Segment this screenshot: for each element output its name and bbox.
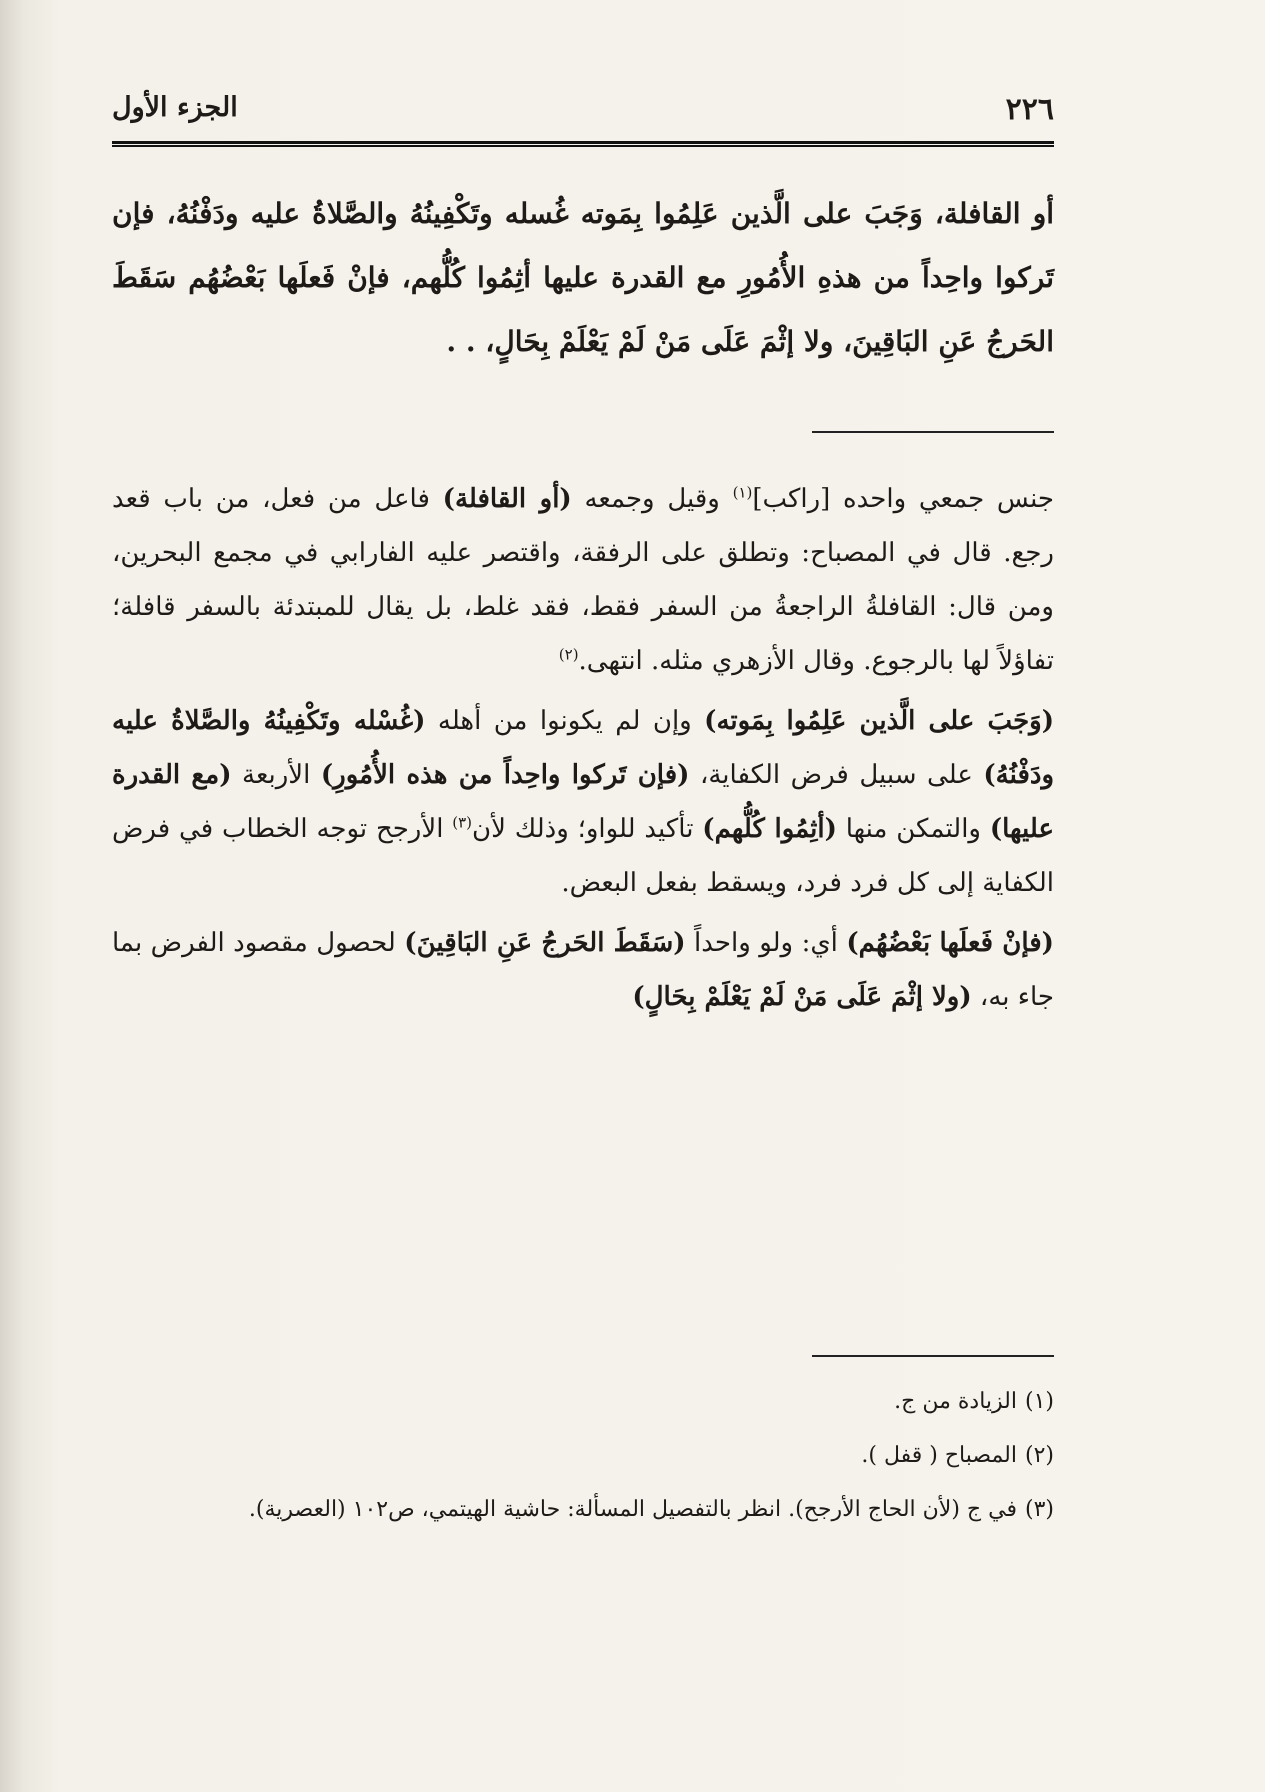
commentary-text: فاعل من فعل، من باب قعد رجع. قال في المصباح: وتطلق على الرفقة، واقتصر عليه الفارابي في مجمع البحرين، ومن قال: القافلةُ الراجعةُ من السفر فقط، فقد غلط، بل يقال للمبتدئة بالسفر قافلة؛ تفاؤلاً لها بالرجوع. وقال الأزهري مثله. انتهى. xyxy=(112,484,1054,676)
commentary-text: والتمكن منها xyxy=(836,814,990,844)
commentary xyxy=(112,472,1054,1024)
page-number: ٢٢٦ xyxy=(1005,92,1054,127)
quoted-text: (سَقَطَ الحَرجُ عَنِ البَاقِينَ) xyxy=(404,928,686,958)
footnote-number: (٢) xyxy=(1024,1443,1054,1468)
commentary-text: أي: ولو واحداً xyxy=(685,928,847,958)
footnote xyxy=(112,1432,1054,1480)
quoted-text: (ولا إثْمَ عَلَى مَنْ لَمْ يَعْلَمْ بِحَالٍ) xyxy=(632,982,972,1012)
footnote-ref: (٢) xyxy=(558,645,579,664)
commentary-text: جنس جمعي واحده [راكب] xyxy=(752,484,1054,514)
commentary-text: لحصول مقصود الفرض بما جاء به، xyxy=(112,928,1054,1012)
commentary-paragraph xyxy=(112,472,1054,688)
quoted-text: (وَجَبَ على الَّذين عَلِمُوا بِمَوته) xyxy=(704,706,1055,736)
commentary-text: تأكيد للواو؛ وذلك لأن xyxy=(472,814,703,844)
footnote xyxy=(112,1378,1054,1426)
footnote-text: المصباح ( قفل ). xyxy=(861,1443,1017,1468)
quoted-text: (مع القدرة عليها) xyxy=(112,760,1055,844)
footnote-number: (١) xyxy=(1024,1389,1054,1414)
footnote-ref: (٣) xyxy=(452,813,473,832)
footnote-number: (٣) xyxy=(1024,1497,1054,1522)
quoted-text: (غُسْله وتَكْفِينُهُ والصَّلاةُ عليه ودَفْنُهُ) xyxy=(112,706,1055,790)
footnote xyxy=(112,1486,1054,1534)
running-head: الجزء الأول xyxy=(112,92,238,123)
commentary-text: وإن لم يكونوا من أهله xyxy=(425,706,705,736)
footnote-ref: (١) xyxy=(732,483,753,502)
commentary-text: على سبيل فرض الكفاية، xyxy=(689,760,984,790)
main-text: أو القافلة، وَجَبَ على الَّذين عَلِمُوا بِمَوته غُسله وتَكْفِينُهُ والصَّلاةُ عليه ودَفْنُهُ، فإن تَركوا واحِداً من هذهِ الأُمُورِ مع القدرة عليها أثِمُوا كُلُّهم، فإنْ فَعلَها بَعْضُهُم سَقَطَ الحَرجُ عَنِ البَاقِينَ، ولا إثْمَ عَلَى مَنْ لَمْ يَعْلَمْ بِحَالٍ، . . xyxy=(112,197,1054,358)
quoted-text: (أو القافلة) xyxy=(442,484,572,514)
quoted-text: (فإنْ فَعلَها بَعْضُهُم) xyxy=(846,928,1054,958)
quoted-text: (أثِمُوا كُلُّهم) xyxy=(702,814,837,844)
footnote-separator xyxy=(812,1355,1054,1357)
header-rule xyxy=(112,141,1054,147)
commentary-text: الأرجح توجه الخطاب في فرض الكفاية إلى كل فرد فرد، ويسقط بفعل البعض. xyxy=(112,814,1054,898)
footnote-text: في ج (لأن الحاج الأرجح). انظر بالتفصيل المسألة: حاشية الهيتمي، ص١٠٢ (العصرية). xyxy=(248,1497,1017,1522)
footnotes xyxy=(112,1378,1054,1534)
commentary-paragraph xyxy=(112,694,1054,910)
quoted-text: (فإن تَركوا واحِداً من هذه الأُمُورِ) xyxy=(320,760,690,790)
text-separator xyxy=(812,431,1054,433)
footnote-text: الزيادة من ج. xyxy=(894,1389,1017,1414)
commentary-text: وقيل وجمعه xyxy=(571,484,733,514)
commentary-paragraph xyxy=(112,916,1054,1024)
page-header xyxy=(112,92,1054,138)
commentary-text: الأربعة xyxy=(231,760,321,790)
